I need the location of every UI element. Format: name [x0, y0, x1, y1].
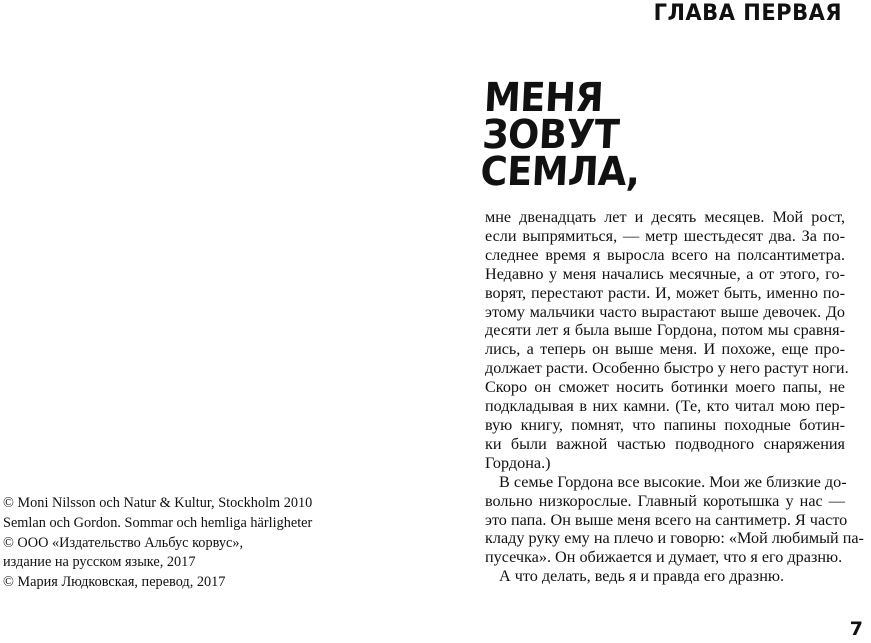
text-line: Скоро он сможет носить ботинки моего папы, не — [485, 378, 845, 397]
text-line: ворят, перестают расти. И, может быть, именно по- — [485, 283, 845, 302]
text-line: пусечка». Он обижается и думает, что я его дразню. — [485, 548, 843, 567]
text-line: десяти лет я была выше Гордона, потом мы сравня- — [485, 321, 845, 340]
text-line: вую книгу, помнят, что папины походные ботин- — [485, 415, 845, 434]
copyright-line: Semlan och Gordon. Sommar och hemliga härligheter — [3, 514, 313, 531]
text-line: следнее время я выросла всего на полсантиметра. — [485, 245, 845, 264]
text-line: ки были важной частью подводного снаряжения — [485, 434, 845, 453]
text-line: кладу руку ему на плечо и говорю: «Мой любимый па- — [485, 529, 864, 548]
text-line: мне двенадцать лет и десять месяцев. Мой рост, — [485, 208, 845, 226]
text-line: вольно низкорослые. Главный коротышка у нас — — [485, 491, 845, 510]
text-line: Гордона.) — [485, 453, 551, 472]
text-line: В семье Гордона все высокие. Мои же близкие до- — [499, 472, 847, 491]
text-line: если выпрямиться, — метр шестьдесят два. За по- — [485, 226, 845, 245]
text-line: лись, а теперь он выше меня. И похоже, еще про- — [485, 340, 845, 359]
chapter-label: ГЛАВА ПЕРВАЯ — [653, 0, 842, 26]
chapter-title-line: МЕНЯ — [483, 75, 605, 121]
text-line: подкладывая в них камни. (Те, кто читал мою пер- — [485, 397, 845, 416]
text-line: этому мальчики часто вырастают выше девочек. До — [485, 302, 845, 321]
text-line: должает расти. Особенно быстро у него растут ноги. — [485, 359, 849, 378]
chapter-title-line: ЗОВУТ — [481, 112, 621, 158]
copyright-line: © ООО «Издательство Альбус корвус», — [3, 534, 244, 551]
copyright-notice — [3, 494, 312, 593]
copyright-line: © Moni Nilsson och Natur & Kultur, Stockholm 2010 — [3, 495, 313, 511]
body-text — [485, 208, 864, 586]
chapter-title — [479, 75, 644, 195]
chapter-title-line: СЕМЛА, — [479, 149, 641, 195]
text-line: А что делать, ведь я и правда его дразню. — [499, 567, 785, 586]
text-line: Недавно у меня начались месячные, а от этого, го- — [485, 264, 845, 283]
copyright-line: издание на русском языке, 2017 — [3, 554, 196, 571]
copyright-line: © Мария Людковская, перевод, 2017 — [3, 574, 226, 591]
page-number: 7 — [849, 618, 863, 640]
text-line: это папа. Он выше меня всего на сантиметр. Я часто — [485, 510, 848, 529]
